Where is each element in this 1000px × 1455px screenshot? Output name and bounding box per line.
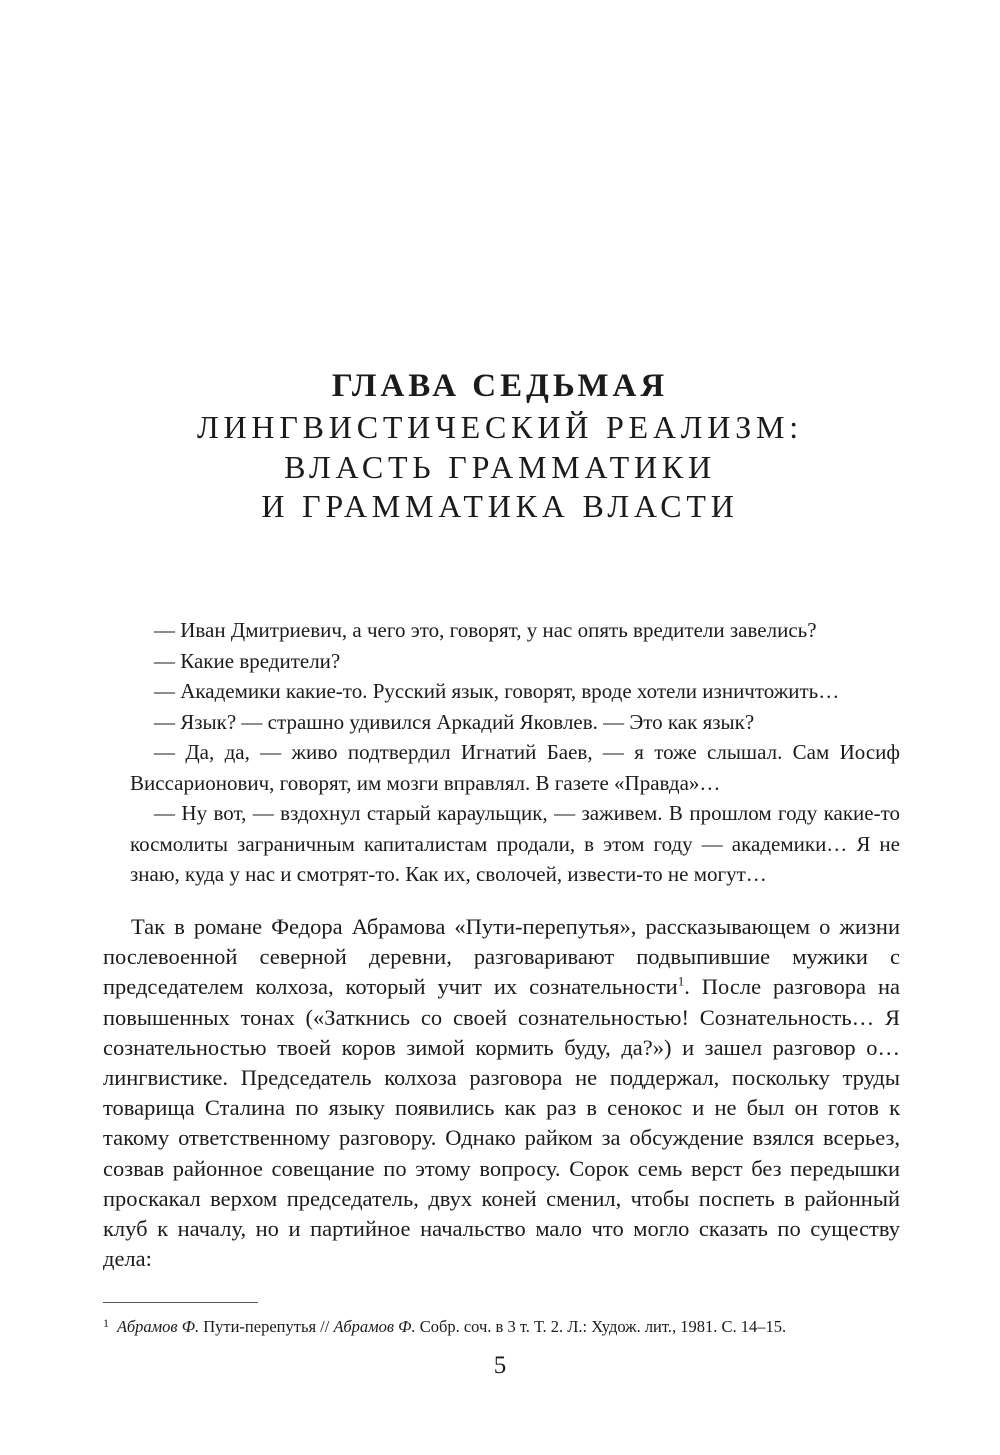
footnote-divider <box>103 1302 258 1303</box>
epigraph-paragraph: — Иван Дмитриевич, а чего это, говорят, у нас опять вредители завелись? <box>154 618 817 642</box>
epigraph-paragraph: — Ну вот, — вздохнул старый караульщик, — заживем. В прошлом году какие-то космолиты заграничным капиталистам продали, в этом году — академики… Я не знаю, куда у нас и смотрят-то. Как их, сволочей, извести-то не могут… <box>130 801 900 886</box>
chapter-label: ГЛАВА СЕДЬМАЯ <box>331 368 669 404</box>
footnote-author: Абрамов Ф. <box>333 1317 416 1336</box>
page-number: 5 <box>493 1352 507 1379</box>
epigraph-paragraph: — Да, да, — живо подтвердил Игнатий Баев, — я тоже слышал. Сам Иосиф Виссарионович, говорят, им мозги вправлял. В газете «Правда»… <box>130 740 900 795</box>
footnote <box>103 1312 900 1338</box>
epigraph-paragraph: — Язык? — страшно удивился Аркадий Яковлев. — Это как язык? <box>154 709 755 734</box>
body-paragraph <box>103 912 900 1274</box>
epigraph <box>130 615 900 890</box>
epigraph-paragraph: — Какие вредители? <box>154 648 341 673</box>
chapter-title-line-3: И ГРАММАТИКА ВЛАСТИ <box>261 488 739 524</box>
footnote-reference[interactable]: 1 <box>677 973 685 989</box>
footnote-author: Абрамов Ф. <box>117 1317 200 1336</box>
chapter-title-line-2: ВЛАСТЬ ГРАММАТИКИ <box>284 449 716 485</box>
body-text-before-ref: Так в романе Федора Абрамова «Пути-перепутья», рассказывающем о жизни послевоенной северной деревни, разговаривают подвыпившие мужики с председателем колхоза, который учит их сознательности <box>103 914 900 1000</box>
chapter-title-line-1: ЛИНГВИСТИЧЕСКИЙ РЕАЛИЗМ: <box>197 409 803 445</box>
footnote-citation: Собр. соч. в 3 т. Т. 2. Л.: Худож. лит., 1981. С. 14–15. <box>419 1317 787 1336</box>
footnote-number: 1 <box>103 1316 109 1330</box>
body-text-after-ref: . После разговора на повышенных тонах («Заткнись со своей сознательностью! Сознательность… Я сознательностью твоей коров зимой кормить буду, да?») и зашел разговор о… лингвистике. Председатель колхоза разговора не поддержал, поскольку труды товарища Сталина по языку появились как раз в сенокос и не был он готов к такому ответственному разговору. Однако райком за обсуждение взялся всерьез, созвав районное совещание по этому вопросу. Сорок семь верст без передышки проскакал верхом председатель, двух коней сменил, чтобы поспеть в районный клуб к началу, но и партийное начальство мало что могло сказать по существу дела: <box>103 974 901 1272</box>
footnote-title: Пути-перепутья // <box>203 1317 330 1336</box>
epigraph-paragraph: — Академики какие-то. Русский язык, говорят, вроде хотели изничтожить… <box>154 679 840 703</box>
